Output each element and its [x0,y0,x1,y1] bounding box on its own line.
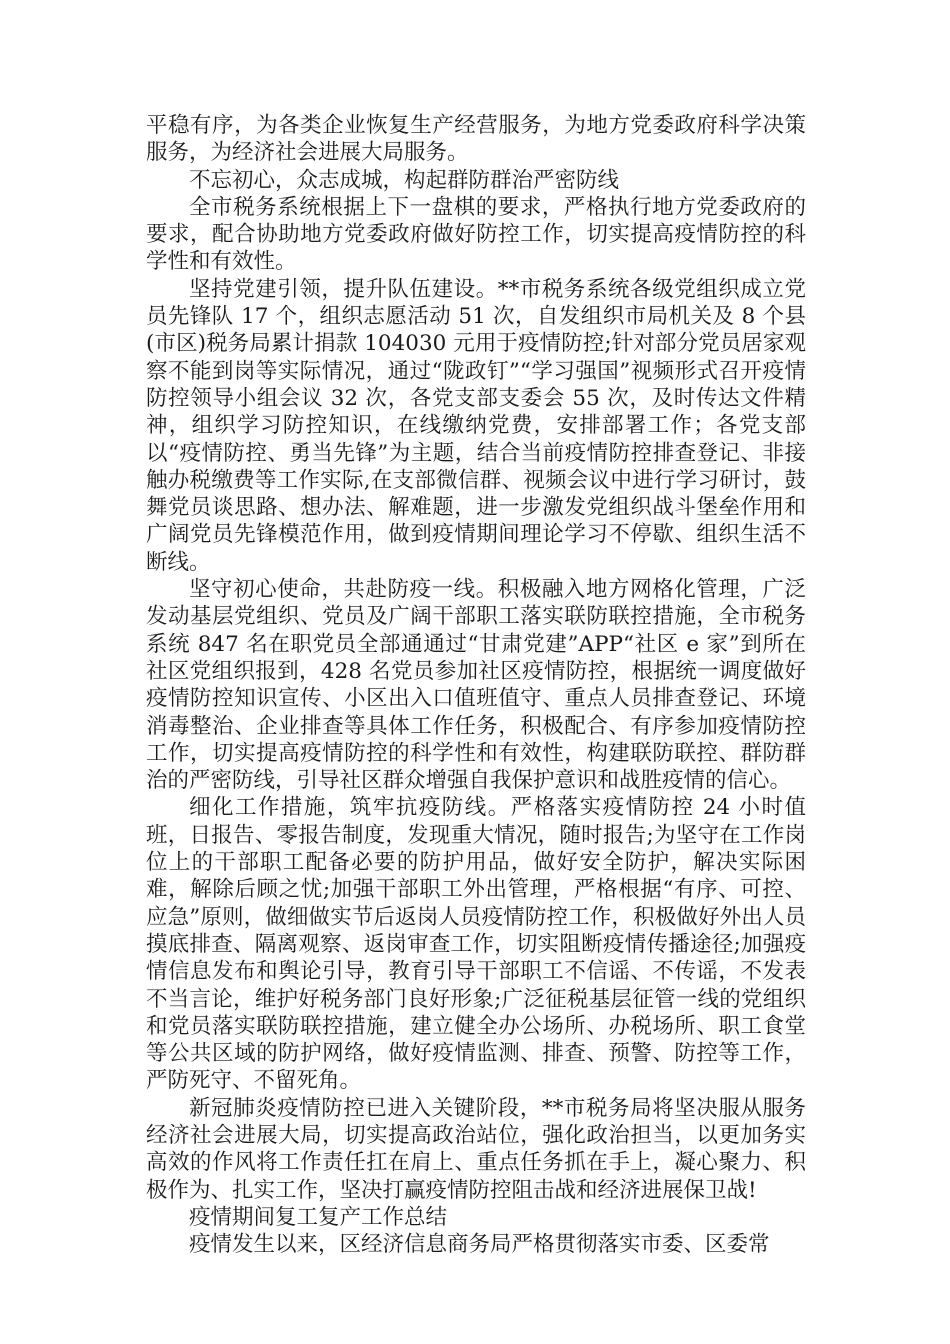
paragraph-frontline: 坚守初心使命，共赴防疫一线。积极融入地方网格化管理，广泛发动基层党组织、党员及广阔干部职工落实联防联控措施，全市税务系统 847 名在职党员全部通通过“甘肃党建”APP“社区 e 家”到所在社区党组织报到，428 名党员参加社区疫情防控，根据统一调度做好疫情防控知识宣传、小区出入口值班值守、重点人员排查登记、环境消毒整治、企业排查等具体工作任务，积极配合、有序参加疫情防控工作，切实提高疫情防控的科学性和有效性，构建联防联控、群防群治的严密防线，引导社区群众增强自我保护意识和战胜疫情的信心。 [146,577,806,794]
paragraph-conclusion: 新冠肺炎疫情防控已进入关键阶段，**市税务局将坚决服从服务经济社会进展大局，切实提高政治站位，强化政治担当，以更加务实高效的作风将工作责任扛在肩上、重点任务抓在手上，凝心聚力、积极作为、扎实工作，坚决打赢疫情防控阻击战和经济进展保卫战! [146,1095,806,1203]
paragraph-resumption-intro: 疫情发生以来，区经济信息商务局严格贯彻落实市委、区委常 [189,1232,770,1258]
paragraph-continuation: 平稳有序，为各类企业恢复生产经营服务，为地方党委政府科学决策服务，为经济社会进展大局服务。 [146,113,806,166]
paragraph-work-measures: 细化工作措施，筑牢抗疫防线。严格落实疫情防控 24 小时值班，日报告、零报告制度，发现重大情况，随时报告;为坚守在工作岗位上的干部职工配备必要的防护用品，做好安全防护，解决实际困难，解除后顾之忧;加强干部职工外出管理，严格根据“有序、可控、应急”原则，做细做实节后返岗人员疫情防控工作，积极做好外出人员摸底排查、隔离观察、返岗审查工作，切实阻断疫情传播途径;加强疫情信息发布和舆论引导，教育引导干部职工不信谣、不传谣，不发表不当言论，维护好税务部门良好形象;广泛征税基层征管一线的党组织和党员落实联防联控措施，建立健全办公场所、办税场所、职工食堂等公共区域的防护网络，做好疫情监测、排查、预警、防控等工作，严防死守、不留死角。 [146,795,806,1094]
paragraph-tax-system-overview: 全市税务系统根据上下一盘棋的要求，严格执行地方党委政府的要求，配合协助地方党委政府做好防控工作，切实提高疫情防控的科学性和有效性。 [146,194,806,275]
section-heading-unity: 不忘初心，众志成城，构起群防群治严密防线 [189,167,620,193]
section-heading-resumption: 疫情期间复工复产工作总结 [189,1204,448,1230]
paragraph-party-building: 坚持党建引领，提升队伍建设。**市税务系统各级党组织成立党员先锋队 17 个，组织志愿活动 51 次，自发组织市局机关及 8 个县(市区)税务局累计捐款 104030 元用于疫情防控;针对部分党员居家观察不能到岗等实际情况，通过“陇政钉”“学习强国”视频形式召开疫情防控领导小组会议 32 次，各党支部支委会 55 次，及时传达文件精神，组织学习防控知识，在线缴纳党费，安排部署工作；各党支部以“疫情防控、勇当先锋”为主题，结合当前疫情防控排查登记、非接触办税缴费等工作实际,在支部微信群、视频会议中进行学习研讨，鼓舞党员谈思路、想办法、解难题，进一步激发党组织战斗堡垒作用和广阔党员先锋模范作用，做到疫情期间理论学习不停歇、组织生活不断线。 [146,276,806,575]
document-body [146,112,806,1258]
